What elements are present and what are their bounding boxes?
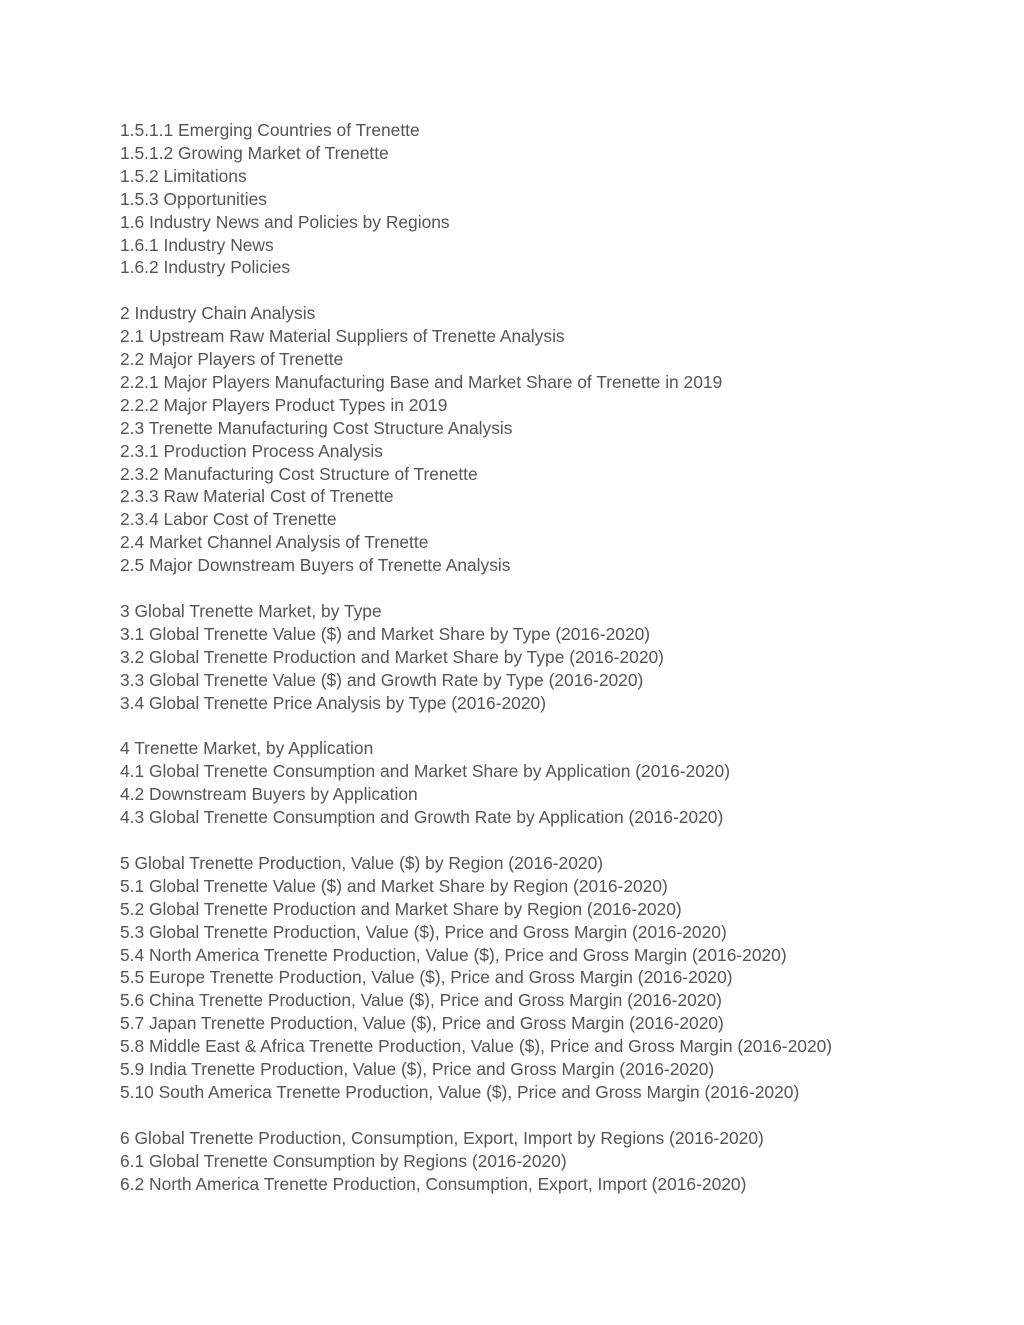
toc-section-4 [120, 737, 1000, 829]
toc-line: 2.4 Market Channel Analysis of Trenette [120, 532, 429, 553]
toc-line: 1.6.2 Industry Policies [120, 257, 291, 278]
toc-line: 5.3 Global Trenette Production, Value ($), Price and Gross Margin (2016-2020) [120, 921, 727, 942]
toc-line: 2.5 Major Downstream Buyers of Trenette Analysis [120, 555, 511, 576]
toc-line: 2.3.2 Manufacturing Cost Structure of Trenette [120, 463, 478, 484]
toc-section-2 [120, 302, 1000, 577]
toc-line: 5.2 Global Trenette Production and Market Share by Region (2016-2020) [120, 898, 682, 919]
toc-line: 5.4 North America Trenette Production, Value ($), Price and Gross Margin (2016-2020) [120, 944, 787, 965]
toc-line: 2.3.1 Production Process Analysis [120, 440, 383, 461]
toc-line: 2.2.1 Major Players Manufacturing Base and Market Share of Trenette in 2019 [120, 371, 723, 392]
toc-line: 5.1 Global Trenette Value ($) and Market Share by Region (2016-2020) [120, 875, 668, 896]
toc-line: 5.10 South America Trenette Production, Value ($), Price and Gross Margin (2016-2020) [120, 1082, 800, 1102]
toc-line: 5.7 Japan Trenette Production, Value ($), Price and Gross Margin (2016-2020) [120, 1013, 724, 1034]
toc-line: 1.5.1.2 Growing Market of Trenette [120, 142, 389, 163]
toc-line: 1.6.1 Industry News [120, 234, 274, 255]
toc-line: 5.8 Middle East & Africa Trenette Production, Value ($), Price and Gross Margin (2016-2020) [120, 1036, 833, 1057]
toc-line: 5.6 China Trenette Production, Value ($), Price and Gross Margin (2016-2020) [120, 990, 722, 1011]
toc-line: 5.9 India Trenette Production, Value ($), Price and Gross Margin (2016-2020) [120, 1059, 715, 1080]
document-page [120, 119, 1000, 1218]
toc-section-1 [120, 119, 1000, 279]
toc-heading: 4 Trenette Market, by Application [120, 738, 374, 759]
toc-line: 1.5.2 Limitations [120, 165, 247, 186]
toc-line: 4.1 Global Trenette Consumption and Market Share by Application (2016-2020) [120, 761, 731, 782]
toc-line: 4.3 Global Trenette Consumption and Growth Rate by Application (2016-2020) [120, 807, 724, 828]
toc-line: 5.5 Europe Trenette Production, Value ($), Price and Gross Margin (2016-2020) [120, 967, 733, 988]
toc-section-5 [120, 852, 1000, 1104]
toc-heading: 2 Industry Chain Analysis [120, 303, 316, 324]
toc-line: 3.3 Global Trenette Value ($) and Growth Rate by Type (2016-2020) [120, 669, 644, 690]
toc-line: 2.1 Upstream Raw Material Suppliers of Trenette Analysis [120, 326, 565, 347]
toc-line: 6.2 North America Trenette Production, Consumption, Export, Import (2016-2020) [120, 1173, 747, 1194]
toc-line: 2.2 Major Players of Trenette [120, 349, 344, 370]
toc-heading: 3 Global Trenette Market, by Type [120, 601, 382, 621]
toc-line: 2.3 Trenette Manufacturing Cost Structure Analysis [120, 417, 513, 438]
toc-line: 1.6 Industry News and Policies by Regions [120, 211, 450, 232]
toc-line: 2.3.3 Raw Material Cost of Trenette [120, 486, 394, 507]
toc-line: 1.5.3 Opportunities [120, 188, 267, 209]
toc-section-3 [120, 600, 1000, 715]
toc-heading: 5 Global Trenette Production, Value ($) by Region (2016-2020) [120, 852, 604, 873]
toc-line: 6.1 Global Trenette Consumption by Regions (2016-2020) [120, 1150, 567, 1171]
toc-line: 2.3.4 Labor Cost of Trenette [120, 509, 337, 530]
toc-section-6 [120, 1127, 1000, 1196]
toc-line: 3.4 Global Trenette Price Analysis by Type (2016-2020) [120, 692, 546, 713]
toc-line: 2.2.2 Major Players Product Types in 2019 [120, 394, 448, 415]
toc-line: 1.5.1.1 Emerging Countries of Trenette [120, 120, 420, 140]
toc-line: 3.1 Global Trenette Value ($) and Market Share by Type (2016-2020) [120, 623, 651, 644]
toc-line: 4.2 Downstream Buyers by Application [120, 784, 418, 805]
toc-line: 3.2 Global Trenette Production and Market Share by Type (2016-2020) [120, 646, 664, 667]
toc-heading: 6 Global Trenette Production, Consumption, Export, Import by Regions (2016-2020) [120, 1127, 764, 1148]
